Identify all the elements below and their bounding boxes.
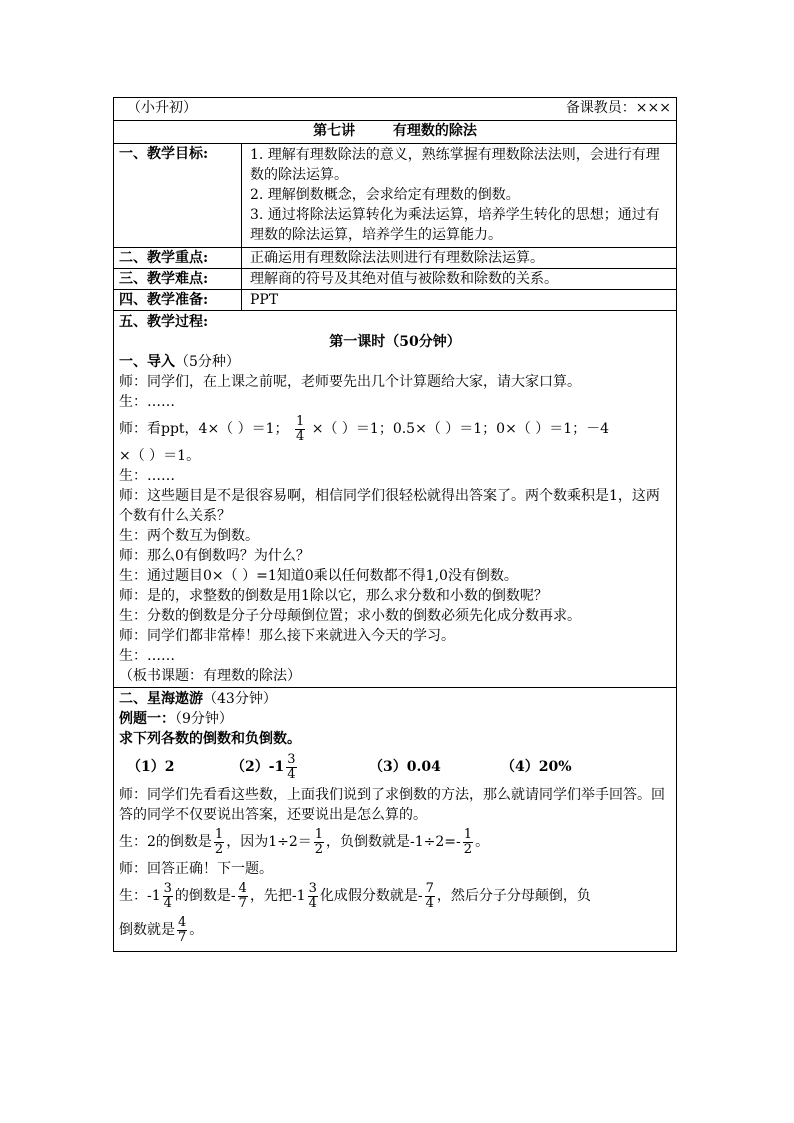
fraction-four-sevenths: $\frac{4}{7}$ — [178, 914, 187, 945]
dialog-line: 师：同学们，在上课之前呢，老师要先出几个计算题给大家，请大家口算。 — [119, 374, 581, 390]
answer-line-2: 生：-1 $\frac{3}{4}$ 的倒数是- $\frac{4}{7}$ ，先把-1 $\frac{3}{4}$ 化成假分数就是- $\frac{7}{4}$ ，然后分子分母颠倒，负 — [119, 880, 591, 911]
difficulty-row — [114, 269, 677, 290]
prep-row — [114, 290, 677, 311]
dialog-line: 师：这些题目是不是很容易啊，相信同学们很轻松就得出答案了。两个数乘积是1，这两个数有什么关系？ — [119, 488, 660, 524]
item-1: （1）2 — [127, 759, 175, 775]
example-title: 例题一： — [119, 711, 175, 727]
keypoint-text: 正确运用有理数除法法则进行有理数除法运算。 — [242, 248, 677, 269]
fraction-one-quarter: $\frac{1}{4}$ — [296, 413, 305, 444]
lecture-topic: 有理数的除法 — [392, 123, 477, 139]
fraction-three-quarters: $\frac{3}{4}$ — [163, 880, 172, 911]
fraction-four-sevenths: $\frac{4}{7}$ — [238, 880, 247, 911]
prep-label: 四、教学准备: — [114, 290, 242, 311]
dialog-line: 师：那么0有倒数吗？为什么？ — [119, 548, 310, 564]
header-row — [114, 98, 677, 121]
item-3: （3）0.04 — [369, 759, 441, 775]
answer-line-1: 生：2的倒数是 $\frac{1}{2}$ ，因为1÷2＝ $\frac{1}{2}$ ，负倒数就是-1÷2=- $\frac{1}{2}$ 。 — [119, 826, 490, 857]
fraction-seven-quarters: $\frac{7}{4}$ — [425, 880, 434, 911]
process-label: 五、教学过程: — [119, 314, 209, 330]
dialog-line: 师：是的，求整数的倒数是用1除以它，那么求分数和小数的倒数呢？ — [119, 588, 548, 604]
dialog-line: 师：回答正确！下一题。 — [119, 861, 273, 877]
title-row — [114, 121, 677, 144]
dialog-line: 生：通过题目0×（ ）=1知道0乘以任何数都不得1,0没有倒数。 — [119, 568, 518, 584]
example-time: （9分钟） — [175, 711, 233, 727]
intro-time: （5分种） — [175, 354, 240, 370]
lesson-plan — [113, 97, 676, 952]
dialog-line: 师：同学们先看看这些数，上面我们说到了求倒数的方法，那么就请同学们举手回答。回答的同学不仅要说出答案，还要说出是怎么算的。 — [119, 787, 665, 823]
difficulty-text: 理解商的符号及其绝对值与被除数和除数的关系。 — [242, 269, 677, 290]
answer-line-3: 倒数就是 $\frac{4}{7}$ 。 — [119, 914, 204, 945]
dialog-line: 生：两个数互为倒数。 — [119, 528, 259, 544]
prep-text: PPT — [242, 290, 677, 311]
fraction-three-quarters: $\frac{3}{4}$ — [308, 880, 317, 911]
dialog-line: 生：…… — [119, 468, 175, 484]
keypoint-label: 二、教学重点: — [114, 248, 242, 269]
grade-label: （小升初） — [127, 100, 197, 116]
dialog-line: 生：分数的倒数是分子分母颠倒位置；求小数的倒数必须先化成分数再求。 — [119, 608, 581, 624]
item-4: （4）20% — [501, 759, 572, 775]
lecture-number: 第七讲 — [313, 123, 356, 139]
difficulty-label: 三、教学难点: — [114, 269, 242, 290]
fraction-one-half: $\frac{1}{2}$ — [214, 826, 224, 857]
keypoint-row — [114, 248, 677, 269]
part2-title: 二、星海遨游 — [119, 691, 203, 707]
teacher-label: 备课教员：××× — [565, 100, 672, 116]
lesson-label: 第一课时（50分钟） — [329, 334, 461, 350]
fraction-three-quarters: $\frac{3}{4}$ — [287, 751, 296, 782]
fraction-one-half: $\frac{1}{2}$ — [463, 826, 473, 857]
example-items — [119, 749, 671, 785]
dialog-line: ×（ ）＝1。 — [119, 448, 201, 464]
dialog-line: 师：同学们都非常棒！那么接下来就进入今天的学习。 — [119, 628, 455, 644]
objective-2: 2. 理解倒数概念，会求给定有理数的倒数。 — [250, 187, 520, 203]
objectives-row — [114, 144, 677, 248]
example-task: 求下列各数的倒数和负倒数。 — [119, 731, 301, 747]
process-row — [114, 311, 677, 688]
objective-3: 3. 通过将除法运算转化为乘法运算，培养学生转化的思想；通过有理数的除法运算，培养学生的运算能力。 — [250, 207, 660, 243]
item-2: （2）-1 $\frac{3}{4}$ — [231, 751, 296, 782]
objectives-label: 一、教学目标: — [114, 144, 242, 248]
part2-row — [114, 688, 677, 952]
lesson-table — [113, 97, 677, 952]
ppt-line: 师：看ppt，4×（ ）＝1； $\frac{1}{4}$ ×（ ）＝1；0.5×（ ）＝1；0×（ ）＝1；－4 — [119, 413, 610, 444]
dialog-line: 生：…… — [119, 394, 175, 410]
objective-1: 1. 理解有理数除法的意义，熟练掌握有理数除法法则，会进行有理数的除法运算。 — [250, 147, 660, 183]
part2-time: （43分钟） — [203, 691, 277, 707]
intro-title: 一、导入 — [119, 354, 175, 370]
dialog-line: 生：…… — [119, 648, 175, 664]
fraction-one-half: $\frac{1}{2}$ — [314, 826, 324, 857]
board-title-line: （板书课题：有理数的除法） — [119, 668, 301, 684]
